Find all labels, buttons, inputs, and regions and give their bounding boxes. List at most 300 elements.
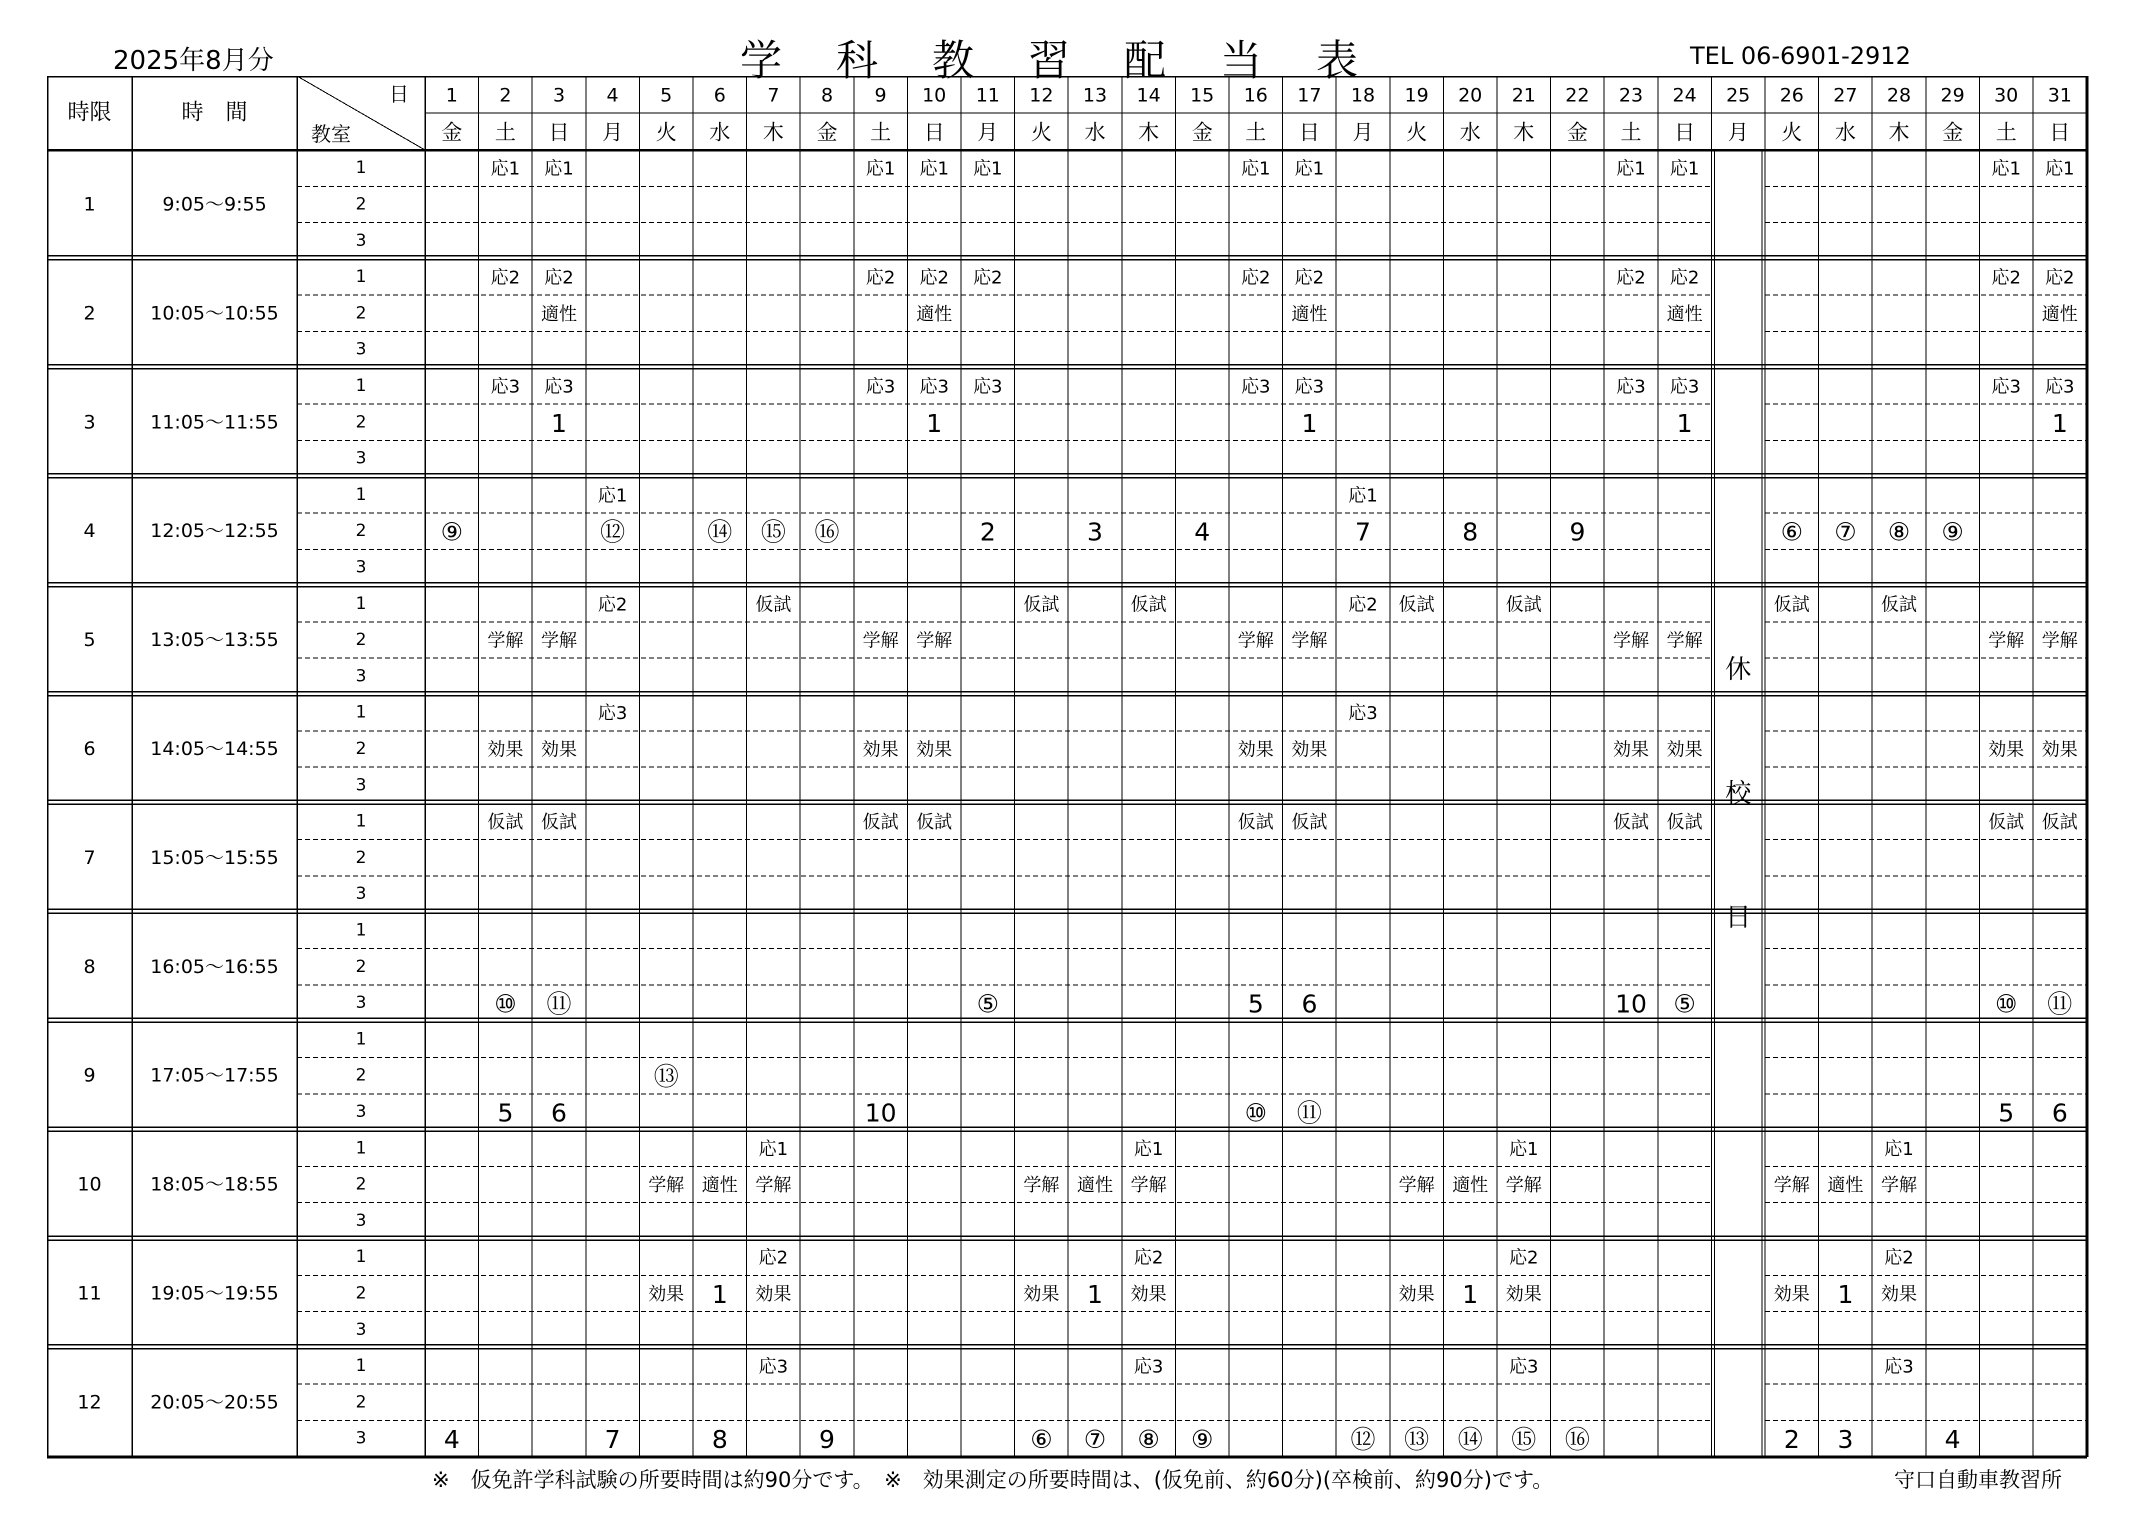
schedule-cell: ⑥ [1030,1425,1053,1455]
schedule-cell: 学解 [1023,1175,1060,1197]
schedule-cell: 効果 [2041,739,2078,761]
closed-day-label: 日 [1725,903,1752,933]
room-number: 2 [355,956,367,977]
weekday-label: 木 [1138,120,1160,145]
period-time: 10:05～10:55 [150,302,279,325]
schedule-cell: 仮試 [541,812,577,834]
period-time: 18:05～18:55 [150,1173,279,1196]
schedule-cell: 適性 [1291,303,1328,325]
schedule-cell: 8 [1462,517,1479,547]
schedule-cell: 3 [1087,517,1103,547]
schedule-cell: 学解 [755,1175,792,1197]
header-day-label: 日 [389,82,409,106]
schedule-cell: 応1 [1509,1138,1539,1160]
schedule-cell: 適性 [1827,1175,1864,1197]
period-number: 1 [83,193,96,216]
schedule-cell: 仮試 [1613,812,1649,834]
schedule-cell: 応1 [597,485,628,507]
weekday-label: 金 [1191,120,1213,145]
schedule-cell: 適性 [701,1175,738,1197]
schedule-cell: 応3 [1294,376,1325,398]
day-number: 10 [922,84,947,107]
schedule-cell: 応3 [1991,376,2021,398]
schedule-cell: 8 [711,1425,728,1455]
room-number: 2 [355,1283,367,1304]
schedule-cell: 応3 [919,376,949,398]
room-number: 2 [355,303,367,324]
schedule-cell: 7 [1355,517,1371,547]
period-time: 12:05～12:55 [150,520,279,543]
schedule-cell: 応2 [758,1247,789,1269]
schedule-cell: ⑬ [653,1062,679,1092]
school-name: 守口自動車教習所 [1894,1468,2062,1492]
schedule-cell: 応1 [1991,158,2021,180]
schedule-cell: 効果 [1613,739,1649,761]
schedule-cell: 適性 [1077,1175,1113,1197]
schedule-cell: 効果 [1773,1283,1810,1305]
schedule-cell: 仮試 [916,812,953,834]
weekday-label: 月 [1352,120,1374,145]
weekday-label: 金 [816,120,838,145]
schedule-cell: 学解 [487,630,524,652]
schedule-cell: 応3 [865,376,896,398]
room-number: 1 [355,593,367,614]
schedule-cell: 9 [1569,517,1586,547]
room-number: 2 [355,630,367,651]
room-number: 3 [355,1319,367,1340]
period-time: 20:05～20:55 [150,1391,279,1414]
weekday-label: 木 [1888,120,1910,145]
schedule-cell: 応1 [1241,158,1271,180]
schedule-cell: 応2 [1133,1247,1164,1269]
period-number: 9 [83,1064,96,1087]
schedule-cell: 応2 [865,267,896,289]
schedule-cell: 仮試 [1988,812,2025,834]
room-number: 3 [355,1101,367,1122]
schedule-cell: 10 [864,1098,897,1128]
weekday-label: 木 [762,120,784,145]
room-number: 2 [355,412,367,433]
schedule-cell: ⑬ [1404,1425,1430,1455]
weekday-label: 金 [441,120,463,145]
weekday-label: 火 [1406,120,1428,145]
day-number: 12 [1029,84,1054,107]
room-number: 3 [355,993,367,1014]
weekday-label: 水 [1084,120,1106,145]
schedule-cell: 応1 [1884,1138,1914,1160]
schedule-cell: 仮試 [1130,594,1167,616]
header-room-label: 教室 [311,122,351,146]
weekday-label: 土 [1620,120,1642,145]
schedule-cell: 効果 [1398,1283,1435,1305]
schedule-cell: 効果 [1237,739,1274,761]
schedule-cell: 学解 [648,1175,685,1197]
schedule-cell: 仮試 [2041,812,2078,834]
room-number: 3 [355,230,367,251]
room-number: 1 [355,920,367,941]
schedule-cell: 6 [551,1098,567,1128]
period-number: 11 [77,1282,102,1305]
weekday-label: 水 [709,120,731,145]
schedule-cell: ⑮ [760,517,786,547]
schedule-cell: 学解 [916,630,953,652]
weekday-label: 火 [1030,120,1052,145]
weekday-label: 火 [1781,120,1803,145]
schedule-cell: 応1 [865,158,896,180]
schedule-cell: 2 [1783,1425,1800,1455]
schedule-cell: 応3 [1509,1356,1539,1378]
schedule-cell: 仮試 [1291,812,1328,834]
room-number: 2 [355,521,367,542]
schedule-cell: ⑧ [1137,1425,1160,1455]
schedule-cell: 1 [2051,408,2068,438]
schedule-cell: ⑪ [1296,1098,1322,1128]
schedule-cell: 学解 [1881,1175,1917,1197]
day-number: 18 [1350,84,1376,107]
schedule-cell: 応2 [2045,267,2075,289]
weekday-label: 金 [1566,120,1588,145]
schedule-cell: 応3 [1241,376,1271,398]
schedule-cell: 効果 [541,739,577,761]
room-number: 3 [355,1428,367,1449]
schedule-cell: 学解 [1130,1175,1167,1197]
schedule-cell: 6 [2051,1098,2068,1128]
schedule-cell: 効果 [487,739,524,761]
schedule-cell: ⑨ [440,517,464,547]
room-number: 2 [355,738,367,759]
weekday-label: 金 [1942,120,1964,145]
day-number: 3 [552,84,566,107]
schedule-cell: 仮試 [1666,812,1703,834]
schedule-cell: 応1 [1669,158,1700,180]
day-number: 6 [713,84,726,107]
schedule-cell: 効果 [648,1283,685,1305]
schedule-cell: 9 [819,1425,835,1455]
schedule-cell: 効果 [1023,1283,1060,1305]
day-number: 24 [1672,84,1697,107]
schedule-cell: 効果 [755,1283,792,1305]
schedule-cell: 4 [443,1425,460,1455]
day-number: 11 [975,84,1000,107]
day-number: 30 [1994,84,2019,107]
schedule-cell: 5 [1247,989,1264,1019]
schedule-cell: 効果 [1881,1283,1917,1305]
room-number: 3 [355,775,367,796]
schedule-cell: ⑤ [1673,989,1696,1019]
room-number: 1 [355,811,367,832]
day-number: 15 [1190,84,1215,107]
schedule-cell: 応1 [1348,485,1378,507]
period-number: 2 [83,302,96,325]
schedule-cell: 1 [1462,1279,1479,1309]
weekday-label: 土 [494,120,516,145]
room-number: 3 [355,448,367,469]
schedule-cell: 効果 [1988,739,2025,761]
room-number: 1 [355,375,367,396]
weekday-label: 月 [1727,120,1749,145]
schedule-cell: 応3 [1348,703,1378,725]
day-number: 26 [1779,84,1804,107]
period-number: 6 [83,737,96,760]
schedule-cell: 応1 [490,158,521,180]
schedule-cell: 応3 [1669,376,1700,398]
schedule-cell: 6 [1301,989,1318,1019]
schedule-table [47,76,2097,1462]
period-time: 17:05～17:55 [150,1064,279,1087]
weekday-label: 水 [1459,120,1481,145]
schedule-cell: 仮試 [1237,812,1274,834]
schedule-cell: 学解 [862,630,899,652]
room-number: 3 [355,557,367,578]
room-number: 1 [355,702,367,723]
room-number: 2 [355,1065,367,1086]
schedule-cell: 学解 [1773,1175,1810,1197]
day-number: 28 [1886,84,1912,107]
schedule-cell: 応2 [1991,267,2021,289]
schedule-cell: 効果 [862,739,899,761]
room-number: 3 [355,339,367,360]
room-number: 1 [355,1029,367,1050]
schedule-cell: ⑩ [1244,1098,1268,1128]
weekday-label: 土 [870,120,892,145]
period-time: 16:05～16:55 [150,955,279,978]
day-number: 2 [499,84,512,107]
schedule-cell: 1 [711,1279,728,1309]
room-number: 2 [355,1174,367,1195]
period-number: 8 [83,955,96,978]
footer-notes: ※ 仮免許学科試験の所要時間は約90分です。 ※ 効果測定の所要時間は、(仮免前、約60分)(卒検前、約90分)です。 [432,1468,1554,1492]
day-number: 14 [1136,84,1161,107]
schedule-cell: ⑦ [1083,1425,1107,1455]
weekday-label: 日 [1298,120,1320,145]
schedule-cell: 応2 [490,267,521,289]
closed-day-label: 休 [1725,655,1752,685]
schedule-cell: ⑨ [1190,1425,1214,1455]
schedule-cell: 仮試 [1773,594,1810,616]
weekday-label: 日 [548,120,570,145]
schedule-cell: 仮試 [1398,594,1435,616]
schedule-cell: ⑪ [2047,989,2073,1019]
schedule-cell: 応2 [1884,1247,1914,1269]
weekday-label: 日 [2049,120,2071,145]
schedule-cell: 応1 [1616,158,1646,180]
page-title: 学科教習配当表 [740,36,1413,85]
schedule-cell: 仮試 [755,594,792,616]
schedule-cell: 仮試 [487,812,524,834]
day-number: 9 [874,84,887,107]
schedule-cell: 応1 [544,158,574,180]
schedule-cell: 7 [604,1425,621,1455]
weekday-label: 月 [602,120,624,145]
weekday-label: 土 [1995,120,2017,145]
schedule-cell: 応1 [1133,1138,1164,1160]
schedule-cell: 応3 [973,376,1003,398]
schedule-cell: 1 [551,408,567,438]
schedule-cell: 4 [1194,517,1211,547]
schedule-cell: 応3 [2045,376,2075,398]
weekday-label: 火 [655,120,677,145]
phone-number: TEL 06-6901-2912 [1690,42,1911,70]
period-time: 13:05～13:55 [150,629,279,652]
schedule-cell: ⑤ [976,989,1000,1019]
day-number: 21 [1511,84,1536,107]
day-number: 31 [2047,84,2072,107]
schedule-cell: 効果 [1505,1283,1542,1305]
schedule-cell: ⑩ [494,989,517,1019]
schedule-cell: 1 [1087,1279,1103,1309]
schedule-cell: 学解 [1237,630,1274,652]
schedule-cell: ⑪ [546,989,572,1019]
weekday-label: 日 [923,120,945,145]
day-number: 23 [1618,84,1644,107]
schedule-cell: 学解 [2041,630,2078,652]
header-period-label: 時限 [67,100,112,126]
schedule-cell: 学解 [1613,630,1649,652]
schedule-cell: 適性 [541,303,577,325]
period-number: 5 [83,629,96,652]
schedule-cell: 応3 [1133,1356,1164,1378]
period-number: 10 [77,1173,102,1196]
schedule-cell: ⑭ [1457,1425,1483,1455]
schedule-cell: 応3 [1884,1356,1914,1378]
schedule-cell: 応2 [1294,267,1325,289]
schedule-cell: ⑧ [1887,517,1911,547]
schedule-cell: 5 [497,1098,514,1128]
schedule-cell: 仮試 [862,812,899,834]
period-time: 15:05～15:55 [150,846,279,869]
schedule-cell: 10 [1615,989,1647,1019]
schedule-cell: 効果 [1130,1283,1167,1305]
schedule-cell: 応2 [597,594,628,616]
day-number: 4 [606,84,619,107]
schedule-cell: 応2 [1348,594,1378,616]
day-number: 8 [820,84,834,107]
header-time-label: 時 間 [181,100,248,126]
schedule-cell: 1 [1676,408,1693,438]
day-number: 7 [767,84,780,107]
schedule-cell: ⑫ [1350,1425,1376,1455]
schedule-cell: 応2 [1616,267,1646,289]
schedule-cell: ⑯ [1564,1425,1590,1455]
room-number: 1 [355,1138,367,1159]
room-number: 3 [355,884,367,905]
schedule-cell: ⑨ [1941,517,1964,547]
weekday-label: 日 [1674,120,1696,145]
day-number: 1 [445,84,458,107]
schedule-cell: ⑦ [1834,517,1857,547]
schedule-cell: 応1 [2045,158,2075,180]
day-number: 20 [1458,84,1483,107]
period-number: 7 [83,846,96,869]
schedule-cell: 4 [1944,1425,1961,1455]
period-time: 11:05～11:55 [150,411,279,434]
period-time: 9:05～9:55 [162,193,267,216]
day-number: 27 [1833,84,1858,107]
room-number: 1 [355,1247,367,1268]
room-number: 3 [355,666,367,687]
room-number: 2 [355,194,367,215]
schedule-cell: 応2 [1669,267,1700,289]
schedule-cell: ⑫ [600,517,626,547]
schedule-cell: 応3 [597,703,628,725]
period-time: 19:05～19:55 [150,1282,279,1305]
room-number: 3 [355,1210,367,1231]
closed-day-label: 校 [1725,779,1752,809]
room-number: 1 [355,484,367,505]
day-number: 29 [1940,84,1965,107]
period-number: 12 [77,1391,102,1414]
schedule-cell: ⑥ [1780,517,1804,547]
schedule-cell: 5 [1998,1098,2015,1128]
schedule-cell: 学解 [1505,1175,1542,1197]
schedule-cell: ⑩ [1994,989,2018,1019]
schedule-cell: 応3 [758,1356,789,1378]
schedule-cell: ⑯ [814,517,840,547]
room-number: 2 [355,847,367,868]
schedule-cell: 応3 [1616,376,1646,398]
day-number: 5 [660,84,673,107]
day-number: 16 [1243,84,1268,107]
schedule-cell: 3 [1837,1425,1854,1455]
schedule-cell: 1 [1301,408,1318,438]
schedule-cell: 適性 [1452,1175,1489,1197]
schedule-cell: 仮試 [1505,594,1542,616]
schedule-cell: 適性 [916,303,953,325]
schedule-cell: 応2 [973,267,1003,289]
schedule-cell: 応1 [919,158,949,180]
day-number: 25 [1726,84,1751,107]
period-time: 14:05～14:55 [150,737,279,760]
schedule-cell: 2 [979,517,996,547]
day-number: 22 [1565,84,1590,107]
schedule-cell: 効果 [1666,739,1703,761]
weekday-label: 月 [977,120,999,145]
schedule-cell: 学解 [1291,630,1328,652]
schedule-cell: 応1 [973,158,1003,180]
schedule-cell: 学解 [541,630,577,652]
schedule-cell: 適性 [1666,303,1703,325]
schedule-cell: 応3 [544,376,574,398]
room-number: 1 [355,158,367,179]
schedule-cell: 応2 [544,267,574,289]
schedule-cell: 1 [1837,1279,1854,1309]
schedule-cell: 応1 [1294,158,1325,180]
schedule-cell: 学解 [1988,630,2025,652]
period-number: 4 [83,520,96,543]
schedule-cell: 1 [926,408,943,438]
schedule-cell: 適性 [2041,303,2078,325]
schedule-cell: 学解 [1398,1175,1435,1197]
day-number: 13 [1082,84,1108,107]
schedule-cell: 効果 [916,739,953,761]
period-number: 3 [83,411,96,434]
day-number: 17 [1297,84,1322,107]
schedule-cell: ⑭ [707,517,733,547]
weekday-label: 土 [1245,120,1267,145]
room-number: 1 [355,1356,367,1377]
schedule-cell: 学解 [1666,630,1703,652]
room-number: 1 [355,267,367,288]
schedule-cell: 応2 [1509,1247,1539,1269]
room-number: 2 [355,1392,367,1413]
day-number: 19 [1404,84,1429,107]
schedule-period: 2025年8月分 [113,46,274,76]
schedule-cell: 応3 [490,376,521,398]
schedule-cell: 効果 [1291,739,1328,761]
schedule-cell: 応2 [919,267,949,289]
schedule-cell: 仮試 [1881,594,1917,616]
schedule-cell: ⑮ [1511,1425,1537,1455]
